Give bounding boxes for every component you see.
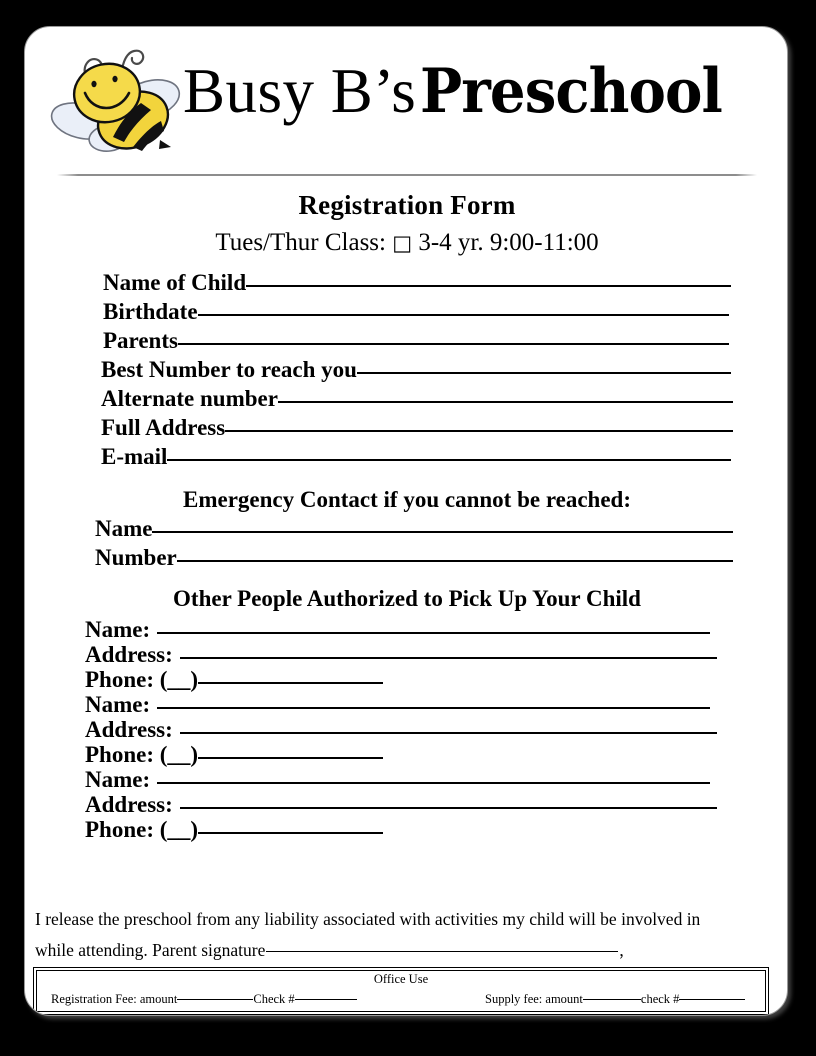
office-registration-fee-row — [51, 992, 357, 1007]
field-emergency-name[interactable] — [95, 516, 733, 542]
class-selection-line — [25, 229, 788, 257]
field-pickup-1-name[interactable] — [85, 617, 710, 643]
field-label: Name — [95, 516, 153, 541]
field-input-line[interactable] — [157, 782, 710, 784]
field-input-line[interactable] — [180, 657, 717, 659]
field-pickup-2-address[interactable] — [85, 717, 717, 743]
field-label: Best Number to reach you — [101, 357, 357, 382]
supply-fee-amount-line[interactable] — [583, 999, 641, 1000]
registration-fee-label: Registration Fee: amount — [51, 992, 178, 1006]
supply-check-number-line[interactable] — [679, 999, 745, 1000]
field-pickup-1-address[interactable] — [85, 642, 717, 668]
release-line-2 — [35, 935, 751, 966]
office-use-title: Office Use — [373, 972, 429, 986]
office-use-inner-border — [36, 970, 766, 1012]
release-line-1: I release the preschool from any liability associated with activities my child will be involved in — [35, 909, 701, 929]
class-prefix-label: Tues/Thur Class: — [215, 229, 386, 256]
field-input-line[interactable] — [178, 343, 729, 345]
field-input-line[interactable] — [357, 372, 731, 374]
field-pickup-1-phone[interactable] — [85, 667, 383, 693]
field-input-line[interactable] — [180, 732, 717, 734]
field-label: E-mail — [101, 444, 168, 469]
field-pickup-2-name[interactable] — [85, 692, 710, 718]
brand-title — [183, 55, 779, 128]
brand-name-bold: Preschool — [420, 56, 723, 127]
liability-release — [35, 904, 751, 966]
bee-icon — [47, 41, 187, 159]
registration-fee-amount-line[interactable] — [177, 999, 253, 1000]
parent-signature-line[interactable] — [266, 951, 618, 952]
field-input-line[interactable] — [278, 401, 733, 403]
class-checkbox[interactable]: □ — [392, 231, 413, 255]
field-birthdate[interactable] — [103, 299, 729, 325]
supply-fee-label: Supply fee: amount — [485, 992, 583, 1006]
field-name-of-child[interactable] — [103, 270, 731, 296]
field-label: Phone: (__) — [85, 817, 199, 842]
release-trailing-comma: , — [619, 940, 624, 960]
field-input-line[interactable] — [198, 757, 383, 759]
field-label: Phone: (__) — [85, 667, 199, 692]
form-header — [25, 27, 788, 175]
emergency-contact-heading: Emergency Contact if you cannot be reached: — [182, 487, 631, 512]
field-input-line[interactable] — [225, 430, 733, 432]
field-input-line[interactable] — [177, 560, 733, 562]
field-label: Alternate number — [101, 386, 278, 411]
brand-name-light: Busy B’s — [183, 56, 417, 126]
field-input-line[interactable] — [246, 285, 731, 287]
field-input-line[interactable] — [157, 707, 710, 709]
field-pickup-2-phone[interactable] — [85, 742, 383, 768]
field-input-line[interactable] — [198, 832, 383, 834]
field-input-line[interactable] — [198, 682, 383, 684]
field-pickup-3-phone[interactable] — [85, 817, 383, 843]
registration-check-label: Check # — [253, 992, 295, 1006]
field-emergency-number[interactable] — [95, 545, 733, 571]
field-pickup-3-address[interactable] — [85, 792, 717, 818]
header-divider — [57, 174, 757, 176]
field-input-line[interactable] — [198, 314, 729, 316]
field-label: Address: — [85, 792, 173, 817]
field-label: Parents — [103, 328, 178, 353]
pickup-heading: Other People Authorized to Pick Up Your Child — [173, 586, 641, 611]
office-supply-fee-row — [485, 992, 745, 1007]
class-suffix-label: 3-4 yr. 9:00-11:00 — [418, 229, 599, 256]
supply-check-label: check # — [640, 992, 680, 1006]
field-label: Name: — [85, 692, 151, 717]
field-label: Number — [95, 545, 177, 570]
field-label: Full Address — [101, 415, 226, 440]
field-label: Address: — [85, 642, 173, 667]
page-title: Registration Form — [298, 190, 516, 220]
field-input-line[interactable] — [152, 531, 733, 533]
field-full-address[interactable] — [101, 415, 733, 441]
field-input-line[interactable] — [180, 807, 717, 809]
field-label: Birthdate — [103, 299, 198, 324]
field-label: Name: — [85, 617, 151, 642]
field-best-number[interactable] — [101, 357, 731, 383]
field-input-line[interactable] — [157, 632, 710, 634]
parent-signature-label: while attending. Parent signature — [35, 940, 266, 960]
registration-check-number-line[interactable] — [295, 999, 357, 1000]
form-card — [24, 26, 788, 1016]
field-parents[interactable] — [103, 328, 729, 354]
field-label: Name of Child — [103, 270, 247, 295]
field-alternate-number[interactable] — [101, 386, 733, 412]
field-label: Address: — [85, 717, 173, 742]
field-input-line[interactable] — [167, 459, 731, 461]
field-label: Name: — [85, 767, 151, 792]
field-pickup-3-name[interactable] — [85, 767, 710, 793]
field-label: Phone: (__) — [85, 742, 199, 767]
field-email[interactable] — [101, 444, 731, 470]
office-use-box — [33, 967, 769, 1015]
